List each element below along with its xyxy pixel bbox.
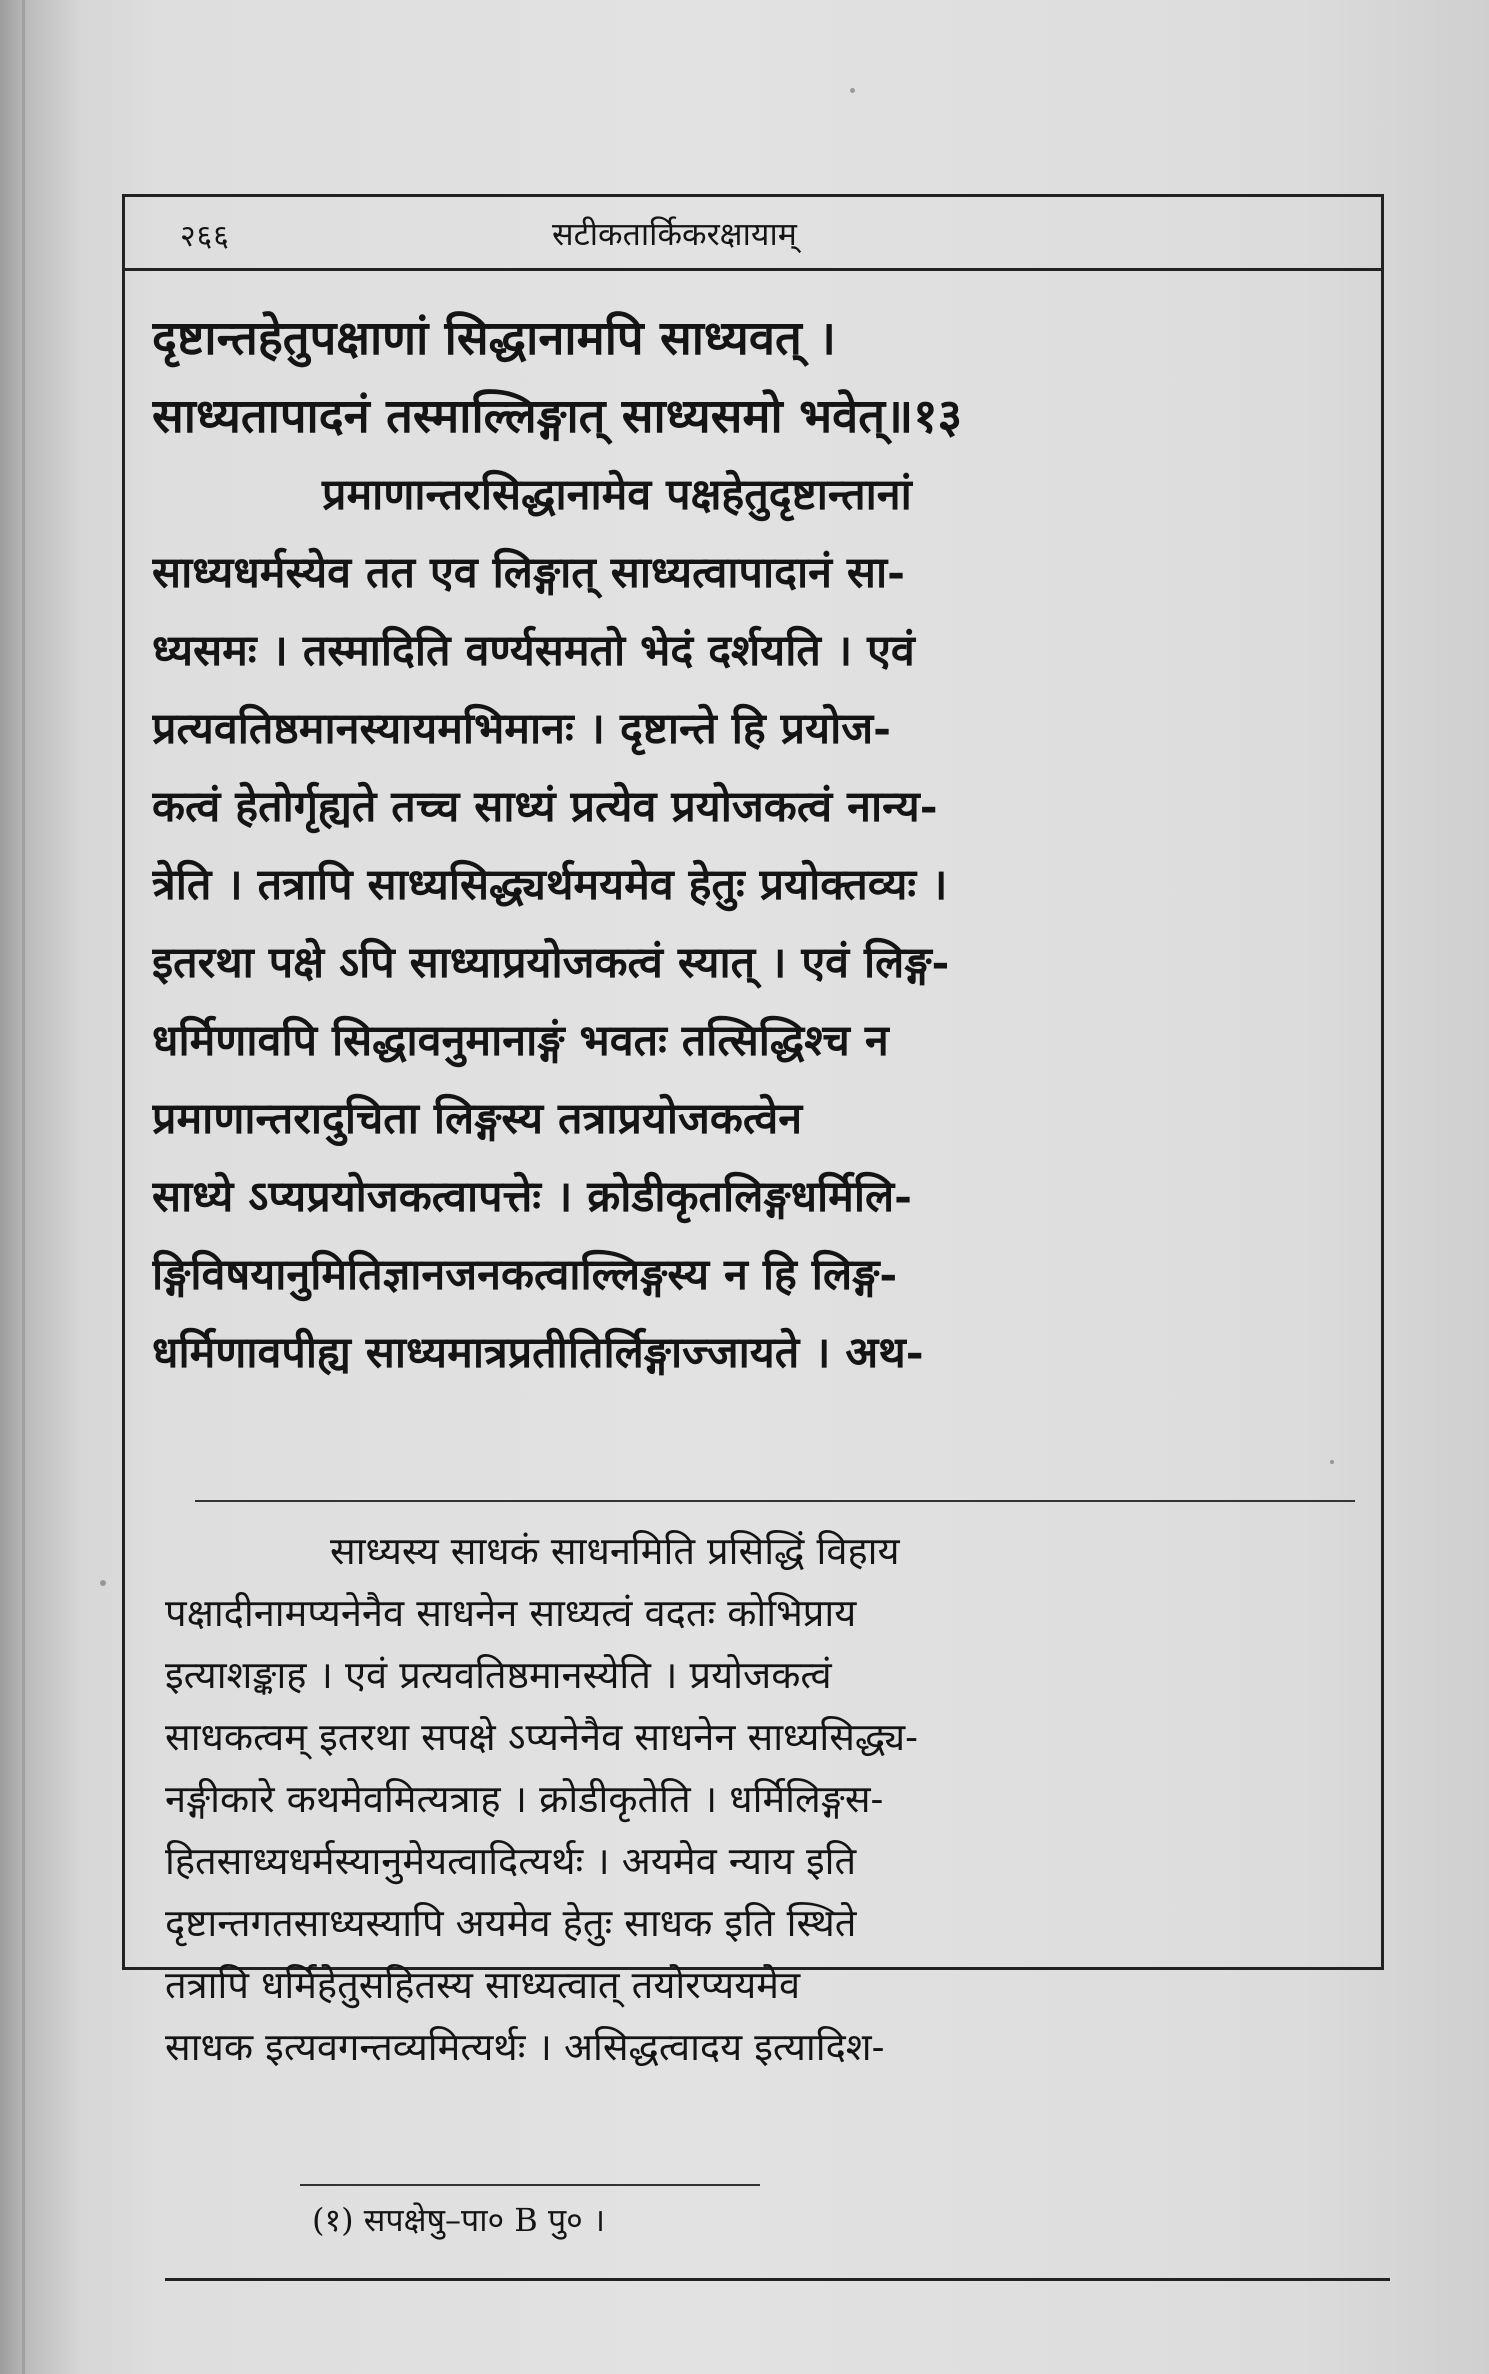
verse-line: दृष्टान्तहेतुपक्षाणां सिद्धानामपि साध्यवत् । — [152, 311, 836, 366]
main-line: इतरथा पक्षे ऽपि साध्याप्रयोजकत्वं स्यात् । एवं लिङ्ग- — [152, 938, 950, 988]
commentary-line: इत्याशङ्काह । एवं प्रत्यवतिष्ठमानस्येति । प्रयोजकत्वं — [165, 1653, 832, 1697]
main-line: धर्मिणावपीह्य साध्यमात्रप्रतीतिर्लिङ्गाज्जायते । अथ- — [152, 1328, 924, 1378]
paper-speck — [100, 1580, 106, 1586]
commentary-line: तत्रापि धर्मिहेतुसहितस्य साध्यत्वात् तयोरप्ययमेव — [165, 1963, 801, 2007]
commentary-line: साध्यस्य साधकं साधनमिति प्रसिद्धिं विहाय — [330, 1529, 900, 1573]
commentary-line: साधक इत्यवगन्तव्यमित्यर्थः । असिद्धत्वादय इत्यादिश- — [165, 2025, 885, 2069]
commentary-line: साधकत्वम् इतरथा सपक्षे ऽप्यनेनैव साधनेन साध्यसिद्ध्य- — [165, 1715, 919, 1759]
main-line: प्रमाणान्तरादुचिता लिङ्गस्य तत्राप्रयोजकत्वेन — [152, 1094, 803, 1144]
footnote: (१) सपक्षेषु–पा० B पु० । — [312, 2201, 606, 2239]
commentary-line: नङ्गीकारे कथमेवमित्यत्राह । क्रोडीकृतेति । धर्मिलिङ्गस- — [165, 1777, 884, 1821]
main-line: त्रेति । तत्रापि साध्यसिद्ध्यर्थमयमेव हेतुः प्रयोक्तव्यः । — [152, 860, 948, 910]
main-line: प्रमाणान्तरसिद्धानामेव पक्षहेतुदृष्टान्तानां — [322, 470, 912, 520]
main-line: धर्मिणावपि सिद्धावनुमानाङ्गं भवतः तत्सिद्धिश्च न — [152, 1016, 889, 1066]
commentary-line: दृष्टान्तगतसाध्यस्यापि अयमेव हेतुः साधक इति स्थिते — [165, 1901, 857, 1945]
main-line: साध्ये ऽप्यप्रयोजकत्वापत्तेः । क्रोडीकृतलिङ्गधर्मिलि- — [152, 1172, 913, 1222]
footnote-rule — [300, 2184, 760, 2186]
commentary-line: पक्षादीनामप्यनेनैव साधनेन साध्यत्वं वदतः कोभिप्राय — [165, 1591, 857, 1635]
bottom-rule — [165, 2278, 1390, 2281]
main-line: ध्यसमः । तस्मादिति वर्ण्यसमतो भेदं दर्शयति । एवं — [152, 626, 915, 676]
verse-block — [152, 300, 1364, 456]
paper-speck — [1330, 1460, 1334, 1464]
binding-gutter — [22, 0, 25, 2374]
running-title: सटीकतार्किकरक्षायाम् — [552, 215, 797, 253]
verse-line: साध्यतापादनं तस्माल्लिङ्गात् साध्यसमो भवेत्॥१३ — [152, 389, 963, 444]
main-line: प्रत्यवतिष्ठमानस्यायमभिमानः । दृष्टान्ते हि प्रयोज- — [152, 704, 891, 754]
header-rule — [122, 268, 1384, 271]
commentary-divider — [195, 1500, 1355, 1502]
main-line: साध्यधर्मस्येव तत एव लिङ्गात् साध्यत्वापादानं सा- — [152, 548, 905, 598]
main-prose — [152, 456, 1364, 1392]
main-text — [152, 300, 1364, 1392]
commentary-text — [165, 1520, 1365, 2078]
commentary-line: हितसाध्यधर्मस्यानुमेयत्वादित्यर्थः । अयमेव न्याय इति — [165, 1839, 857, 1883]
page-header — [122, 202, 1384, 262]
paper-speck — [850, 88, 855, 93]
main-line: ङ्गिविषयानुमितिज्ञानजनकत्वाल्लिङ्गस्य न हि लिङ्ग- — [152, 1250, 898, 1300]
page-number: २६६ — [180, 219, 230, 254]
main-line: कत्वं हेतोर्गृह्यते तच्च साध्यं प्रत्येव प्रयोजकत्वं नान्य- — [152, 782, 938, 832]
